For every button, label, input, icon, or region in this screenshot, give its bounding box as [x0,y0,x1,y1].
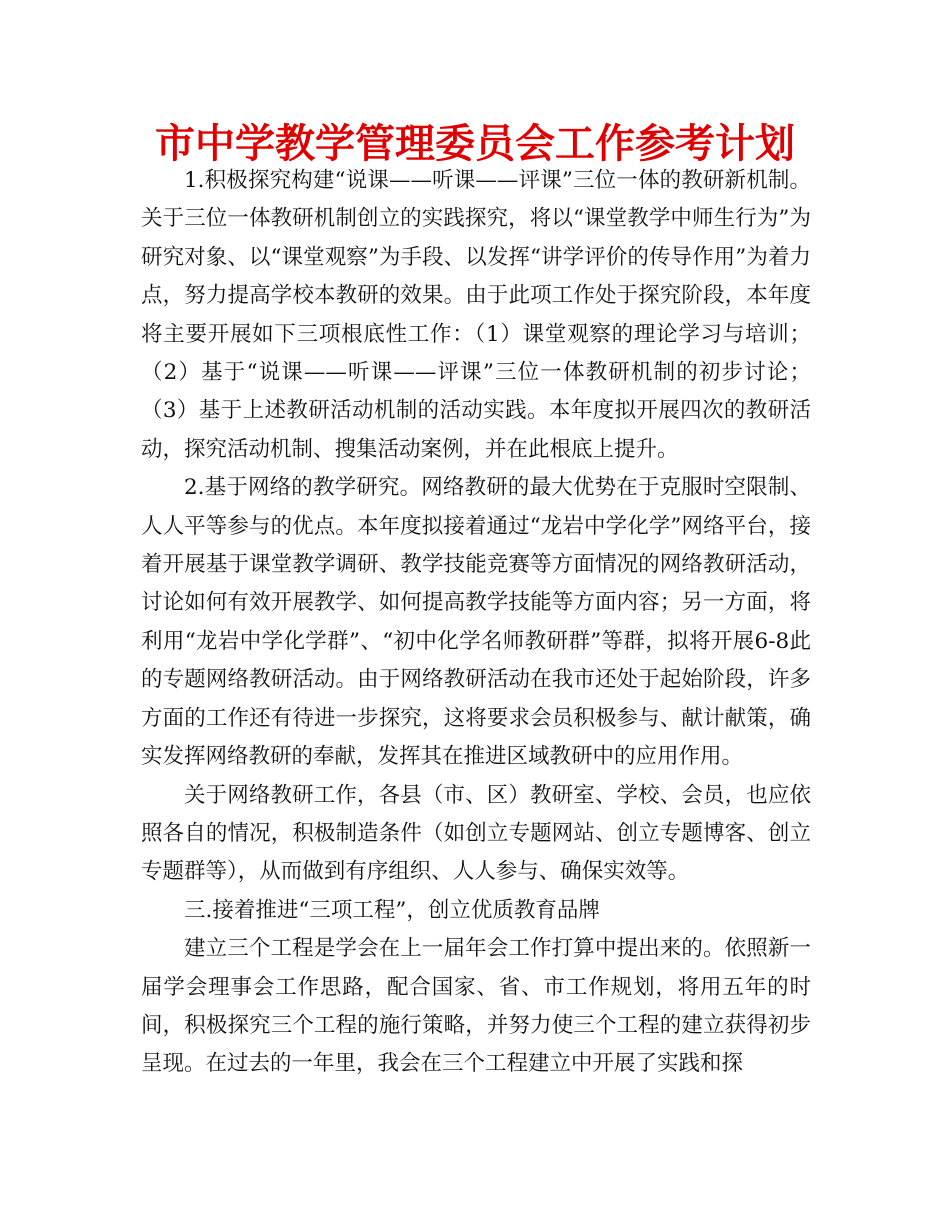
paragraph: 2.基于网络的教学研究。网络教研的最大优势在于克服时空限制、人人平等参与的优点。本年度拟接着通过“龙岩中学化学”网络平台，接着开展基于课堂教学调研、教学技能竞赛等方面情况的网络教研活动，讨论如何有效开展教学、如何提高教学技能等方面内容；另一方面，将利用“龙岩中学化学群”、“初中化学名师教研群”等群，拟将开展6-8此的专题网络教研活动。由于网络教研活动在我市还处于起始阶段，许多方面的工作还有待进一步探究，这将要求会员积极参与、献计献策，确实发挥网络教研的奉献，发挥其在推进区域教研中的应用作用。 [141,475,811,770]
document-title: 市中学教学管理委员会工作参考计划 [155,121,795,167]
section-heading: 三.接着推进“三项工程”，创立优质教育品牌 [184,897,600,923]
paragraph: 关于网络教研工作，各县（市、区）教研室、学校、会员，也应依照各自的情况，积极制造条件（如创立专题网站、创立专题博客、创立专题群等），从而做到有序组织、人人参与、确保实效等。 [141,782,811,885]
paragraph: 建立三个工程是学会在上一届年会工作打算中提出来的。依照新一届学会理事会工作思路，配合国家、省、市工作规划，将用五年的时间，积极探究三个工程的施行策略，并努力使三个工程的建立获得初步呈现。在过去的一年里，我会在三个工程建立中开展了实践和探 [141,936,811,1077]
document-body [141,162,811,1084]
paragraph: 1.积极探究构建“说课——听课——评课”三位一体的教研新机制。关于三位一体教研机制创立的实践探究，将以“课堂教学中师生行为”为研究对象、以“课堂观察”为手段、以发挥“讲学评价的传导作用”为着力点，努力提高学校本教研的效果。由于此项工作处于探究阶段，本年度将主要开展如下三项根底性工作：（1）课堂观察的理论学习与培训；（2）基于“说课——听课——评课”三位一体教研机制的初步讨论；（3）基于上述教研活动机制的活动实践。本年度拟开展四次的教研活动，探究活动机制、搜集活动案例，并在此根底上提升。 [141,168,811,462]
